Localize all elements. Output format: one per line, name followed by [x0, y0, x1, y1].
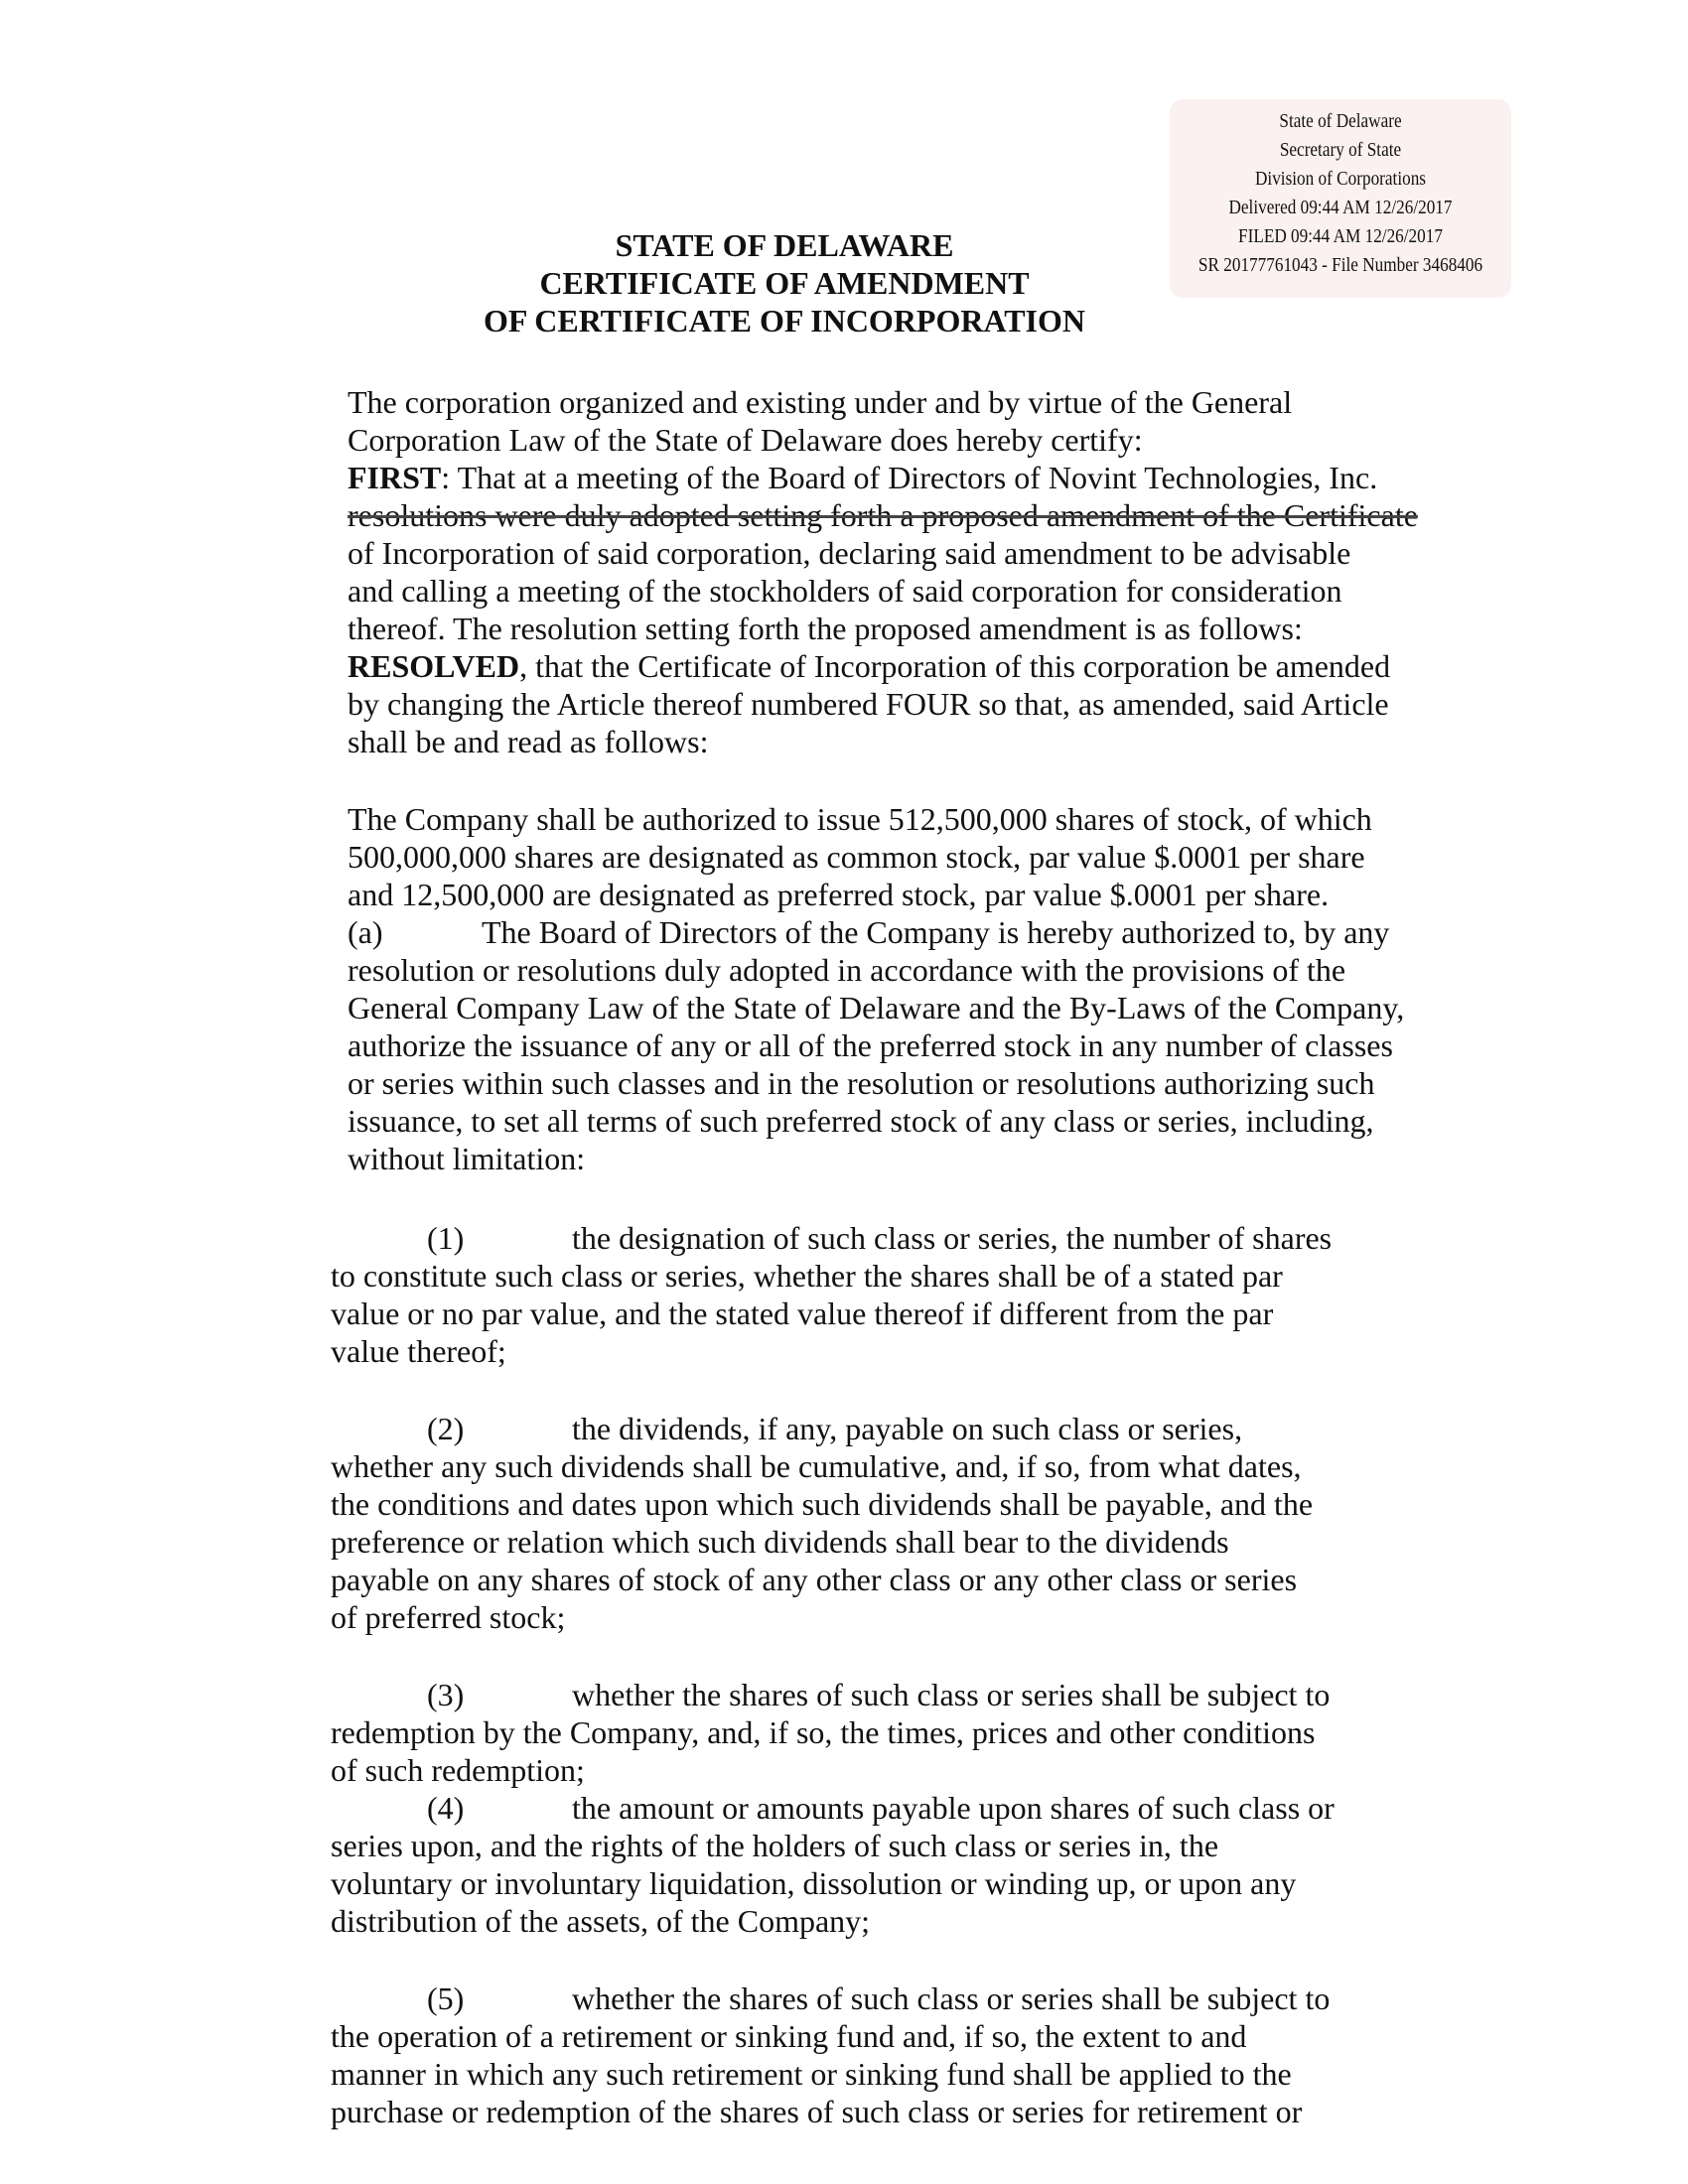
item-5-line: manner in which any such retirement or sinking fund shall be applied to the	[331, 2056, 1292, 2092]
item-number: (4)	[427, 1790, 465, 1826]
item-5-first-line	[427, 1979, 1330, 2017]
intro-line: by changing the Article thereof numbered FOUR so that, as amended, said Article	[348, 686, 1389, 722]
item-3-line: of such redemption;	[331, 1752, 585, 1788]
intro-text: : That at a meeting of the Board of Directors of Novint Technologies, Inc.	[441, 460, 1378, 495]
item-4-line: distribution of the assets, of the Company;	[331, 1903, 871, 1939]
item-2-first-line	[427, 1410, 1242, 1447]
stamp-line: Secretary of State	[1279, 139, 1402, 161]
item-5-line: the operation of a retirement or sinking fund and, if so, the extent to and	[331, 2018, 1247, 2054]
item-4-line: voluntary or involuntary liquidation, dissolution or winding up, or upon any	[331, 1865, 1297, 1901]
item-3-line: redemption by the Company, and, if so, the times, prices and other conditions	[331, 1714, 1316, 1750]
item-4-line: series upon, and the rights of the holders of such class or series in, the	[331, 1828, 1219, 1863]
stock-line: authorize the issuance of any or all of the preferred stock in any number of classes	[348, 1027, 1393, 1063]
stamp-line: FILED 09:44 AM 12/26/2017	[1238, 225, 1443, 247]
intro-line-first	[348, 459, 1377, 496]
stock-line: without limitation:	[348, 1141, 586, 1176]
item-2-line: preference or relation which such dividends shall bear to the dividends	[331, 1524, 1229, 1560]
stock-line: General Company Law of the State of Delaware and the By-Laws of the Company,	[348, 990, 1405, 1025]
stock-line: or series within such classes and in the resolution or resolutions authorizing such	[348, 1065, 1375, 1101]
document-title	[298, 226, 1271, 340]
stock-line: issuance, to set all terms of such preferred stock of any class or series, including,	[348, 1103, 1374, 1139]
stock-text: The Board of Directors of the Company is hereby authorized to, by any	[482, 914, 1390, 950]
intro-line: and calling a meeting of the stockholders of said corporation for consideration	[348, 573, 1342, 609]
stock-line-a	[348, 913, 1389, 951]
stamp-line: Delivered 09:44 AM 12/26/2017	[1228, 197, 1453, 218]
item-number: (2)	[427, 1411, 465, 1446]
intro-line: The corporation organized and existing under and by virtue of the General	[348, 384, 1293, 420]
intro-text: , that the Certificate of Incorporation of this corporation be amended	[519, 648, 1391, 684]
item-5-line: purchase or redemption of the shares of such class or series for retirement or	[331, 2094, 1303, 2129]
intro-line: Corporation Law of the State of Delaware does hereby certify:	[348, 422, 1143, 458]
item-number: (5)	[427, 1980, 465, 2016]
item-1-line: to constitute such class or series, whether the shares shall be of a stated par	[331, 1258, 1283, 1294]
item-number: (1)	[427, 1220, 465, 1256]
stamp-line: SR 20177761043 - File Number 3468406	[1197, 254, 1483, 276]
intro-line-resolved	[348, 647, 1390, 685]
item-2-line: the conditions and dates upon which such dividends shall be payable, and the	[331, 1486, 1314, 1522]
item-text: the designation of such class or series, the number of shares	[572, 1220, 1333, 1256]
item-1-line: value or no par value, and the stated value thereof if different from the par	[331, 1296, 1274, 1331]
title-line-2: CERTIFICATE OF AMENDMENT	[539, 265, 1030, 301]
item-2-line: payable on any shares of stock of any other class or any other class or series	[331, 1562, 1298, 1597]
item-text: whether the shares of such class or series shall be subject to	[572, 1980, 1331, 2016]
title-line-1: STATE OF DELAWARE	[615, 227, 954, 263]
stamp-line: Division of Corporations	[1255, 168, 1426, 190]
stock-line: and 12,500,000 are designated as preferred stock, par value $.0001 per share.	[348, 877, 1330, 912]
item-2-line: of preferred stock;	[331, 1599, 566, 1635]
item-number: (3)	[427, 1677, 465, 1712]
intro-line: shall be and read as follows:	[348, 724, 709, 759]
intro-line: resolutions were duly adopted setting forth a proposed amendment of the Certificate	[348, 497, 1418, 533]
item-3-first-line	[427, 1676, 1330, 1713]
item-2-line: whether any such dividends shall be cumulative, and, if so, from what dates,	[331, 1448, 1302, 1484]
intro-line: of Incorporation of said corporation, declaring said amendment to be advisable	[348, 535, 1351, 571]
title-line-3: OF CERTIFICATE OF INCORPORATION	[483, 303, 1085, 339]
item-a-label: (a)	[348, 914, 383, 950]
stock-line: resolution or resolutions duly adopted in accordance with the provisions of the	[348, 952, 1346, 988]
stamp-line: State of Delaware	[1279, 110, 1402, 132]
item-1-first-line	[427, 1219, 1332, 1257]
item-text: the amount or amounts payable upon shares of such class or	[572, 1790, 1335, 1826]
first-label: FIRST	[348, 460, 442, 495]
stock-line: 500,000,000 shares are designated as common stock, par value $.0001 per share	[348, 839, 1365, 875]
item-text: whether the shares of such class or series shall be subject to	[572, 1677, 1331, 1712]
resolved-label: RESOLVED	[348, 648, 520, 684]
item-1-line: value thereof;	[331, 1333, 506, 1369]
stock-line: The Company shall be authorized to issue 512,500,000 shares of stock, of which	[348, 801, 1372, 837]
intro-line: thereof. The resolution setting forth the proposed amendment is as follows:	[348, 611, 1303, 646]
item-4-first-line	[427, 1789, 1335, 1827]
item-text: the dividends, if any, payable on such class or series,	[572, 1411, 1243, 1446]
